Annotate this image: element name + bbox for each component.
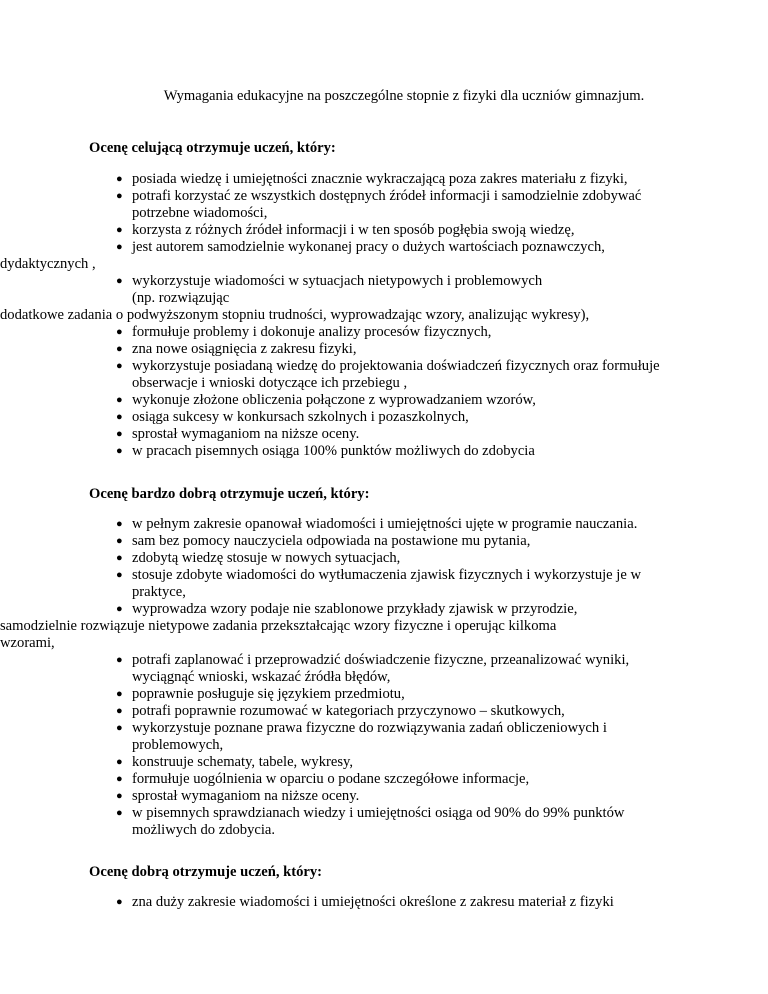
list-item: ● jest autorem samodzielnie wykonanej pracy o dużych wartościach poznawczych, dydaktycznych , [0, 239, 605, 272]
list-item: ● sam bez pomocy nauczyciela odpowiada na postawione mu pytania, [116, 533, 531, 549]
list-item: ● potrafi poprawnie rozumować w kategoriach przyczynowo – skutkowych, [116, 703, 565, 719]
list-item: ● wykorzystuje posiadaną wiedzę do projektowania doświadczeń fizycznych oraz formułuje obserwacje i wnioski dotyczące ich przebiegu , [116, 358, 660, 391]
bullet-icon: ● [116, 411, 123, 423]
bullet-icon: ● [116, 394, 123, 406]
bullet-icon: ● [116, 173, 123, 185]
bullet-icon: ● [116, 428, 123, 440]
bullet-icon: ● [116, 275, 123, 287]
list-item: ● wykorzystuje wiadomości w sytuacjach nietypowych i problemowych (np. rozwiązując [116, 273, 543, 306]
list-item: ● wyprowadza wzory podaje nie szablonowe przykłady zjawisk w przyrodzie, samodzielnie rozwiązuje nietypowe zadania przekształcając wzory fizyczne i operując kilkoma wzorami, [0, 601, 578, 651]
bullet-icon: ● [116, 518, 123, 530]
bullet-icon: ● [116, 722, 123, 734]
bullet-icon: ● [116, 654, 123, 666]
list-item: ● poprawnie posługuje się językiem przedmiotu, [116, 686, 405, 702]
list-item: ● korzysta z różnych źródeł informacji i w ten sposób pogłębia swoją wiedzę, [116, 222, 575, 238]
list-item: ● w pisemnych sprawdzianach wiedzy i umiejętności osiąga od 90% do 99% punktów możliwych do zdobycia. [116, 805, 625, 838]
list-celujaca [0, 171, 689, 460]
section-heading-bardzo-dobra: Ocenę bardzo dobrą otrzymuje uczeń, który: [89, 486, 370, 502]
list-item: ● wykonuje złożone obliczenia połączone z wyprowadzaniem wzorów, [116, 392, 536, 408]
bullet-icon: ● [116, 896, 123, 908]
list-item: ● sprostał wymaganiom na niższe oceny. [116, 426, 360, 442]
bullet-icon: ● [116, 360, 123, 372]
bullet-icon: ● [116, 445, 123, 457]
document-title: Wymagania edukacyjne na poszczególne stopnie z fizyki dla uczniów gimnazjum. [163, 88, 645, 104]
list-item: ● zna nowe osiągnięcia z zakresu fizyki, [116, 341, 357, 357]
bullet-icon: ● [116, 241, 123, 253]
bullet-icon: ● [116, 224, 123, 236]
list-item: ● wykorzystuje poznane prawa fizyczne do rozwiązywania zadań obliczeniowych i problemowych, [116, 720, 607, 753]
bullet-icon: ● [116, 326, 123, 338]
list-item: ● formułuje uogólnienia w oparciu o podane szczegółowe informacje, [116, 771, 530, 787]
list-item: ● potrafi zaplanować i przeprowadzić doświadczenie fizyczne, przeanalizować wyniki, wyciągnąć wnioski, wskazać źródła błędów, [116, 652, 630, 685]
list-item: ● sprostał wymaganiom na niższe oceny. [116, 788, 360, 804]
list-item: ● posiada wiedzę i umiejętności znacznie wykraczającą poza zakres materiału z fizyki, [116, 171, 628, 187]
section-heading-celujaca: Ocenę celującą otrzymuje uczeń, który: [89, 140, 336, 156]
list-item: ● konstruuje schematy, tabele, wykresy, [116, 754, 354, 770]
bullet-icon: ● [116, 569, 123, 581]
bullet-icon: ● [116, 688, 123, 700]
list-item: ● stosuje zdobyte wiadomości do wytłumaczenia zjawisk fizycznych i wykorzystuje je w praktyce, [116, 567, 642, 600]
bullet-icon: ● [116, 773, 123, 785]
bullet-icon: ● [116, 190, 123, 202]
bullet-icon: ● [116, 790, 123, 802]
bullet-icon: ● [116, 603, 123, 615]
bullet-icon: ● [116, 756, 123, 768]
list-item: ● formułuje problemy i dokonuje analizy procesów fizycznych, [116, 324, 492, 340]
list-item: ● w pracach pisemnych osiąga 100% punktów możliwych do zdobycia [116, 443, 535, 459]
bullet-icon: ● [116, 535, 123, 547]
section-heading-dobra: Ocenę dobrą otrzymuje uczeń, który: [89, 864, 323, 880]
list-item: ● potrafi korzystać ze wszystkich dostępnych źródeł informacji i samodzielnie zdobywać potrzebne wiadomości, [116, 188, 642, 221]
bullet-icon: ● [116, 807, 123, 819]
bullet-icon: ● [116, 705, 123, 717]
bullet-icon: ● [116, 552, 123, 564]
list-item-continuation: dodatkowe zadania o podwyższonym stopniu trudności, wyprowadzając wzory, analizując wykresy), [0, 307, 590, 323]
bullet-icon: ● [116, 343, 123, 355]
list-bardzo-dobra [0, 516, 689, 839]
list-item: ● zna duży zakresie wiadomości i umiejętności określone z zakresu materiał z fizyki [116, 894, 614, 910]
list-dobra [89, 894, 689, 911]
list-item: ● zdobytą wiedzę stosuje w nowych sytuacjach, [116, 550, 401, 566]
list-item: ● osiąga sukcesy w konkursach szkolnych i pozaszkolnych, [116, 409, 469, 425]
list-item: ● w pełnym zakresie opanował wiadomości i umiejętności ujęte w programie nauczania. [116, 516, 638, 532]
